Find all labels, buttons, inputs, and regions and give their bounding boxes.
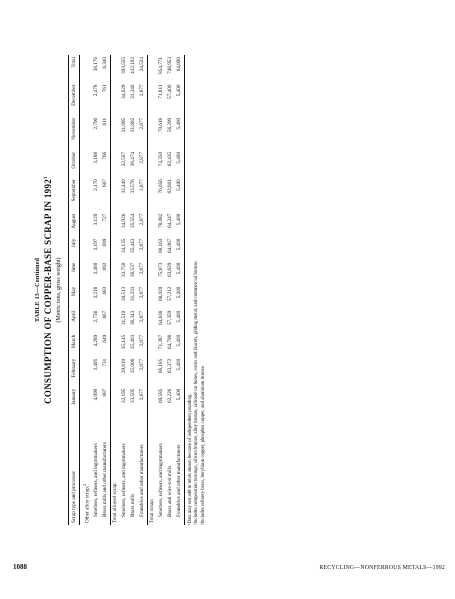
table-footnotes	[188, 55, 207, 525]
table-cell: 2,877	[139, 151, 146, 164]
table-cell: 32,507	[121, 151, 128, 167]
table-cell: 2,736	[93, 310, 100, 323]
table-body	[80, 55, 185, 525]
table-cell: 35,554	[130, 213, 137, 228]
table-cell: 66,185	[158, 358, 165, 374]
table-cell: 854,771	[158, 57, 165, 74]
table-cell: 69,585	[158, 388, 165, 403]
column-header: April	[69, 309, 80, 333]
table-cell: 71,811	[158, 84, 165, 99]
table-cell: 5,400	[175, 237, 185, 261]
table-cell	[80, 55, 92, 83]
table-cell: 76,056	[158, 179, 165, 194]
table-cell: 5,400	[175, 150, 185, 177]
column-header: May	[69, 285, 80, 309]
table-cell: 78,082	[158, 213, 165, 228]
table-cell	[110, 333, 120, 357]
table-title: CONSUMPTION OF COPPER-BASE SCRAP IN 1992$^1$	[42, 176, 53, 404]
table-cell: 62,226	[167, 388, 174, 403]
table-cell	[147, 150, 157, 177]
column-header: August	[69, 212, 80, 237]
table-cell: 34,629	[121, 84, 128, 99]
table-cell	[147, 357, 157, 387]
table-cell: 748,953	[167, 57, 174, 74]
row-label: Foundries and other manufacturers	[175, 413, 185, 525]
scrap-consumption-table	[68, 55, 185, 525]
table-cell	[147, 116, 157, 150]
table-cell	[147, 285, 157, 309]
table-cell	[110, 55, 120, 83]
title-footnote-mark: 1	[43, 176, 49, 179]
column-header: September	[69, 177, 80, 211]
table-cell: 63,829	[167, 262, 174, 277]
table-cell: 8,340	[102, 57, 109, 69]
rotated-table-block	[35, 55, 375, 525]
table-cell	[80, 333, 92, 357]
table-cell: 667	[102, 310, 109, 319]
running-title: RECYCLING—NONFERROUS METALS—1992	[319, 565, 445, 571]
row-label: Total alloyed scrap:	[110, 413, 120, 525]
table-cell: 36,537	[130, 262, 137, 277]
table-cell: 31,510	[121, 310, 128, 326]
table-number: TABLE 13—Continued	[35, 258, 41, 323]
table-cell: 687	[102, 388, 109, 397]
table-cell: 3,218	[93, 286, 100, 299]
table-row	[157, 55, 166, 525]
table-cell: 33,576	[130, 179, 137, 194]
table-cell: 2,877	[139, 334, 146, 347]
table-cell: 56,299	[167, 117, 174, 133]
table-cell: 611	[102, 117, 109, 126]
table-cell: 2,877	[139, 84, 146, 97]
table-cell: 34,135	[121, 238, 128, 253]
table-cell: 5,400	[175, 309, 185, 333]
table-cell: 699	[102, 238, 109, 247]
table-cell	[147, 261, 157, 285]
table-cell: 2,877	[139, 179, 146, 191]
table-cell: 5,400	[175, 357, 185, 387]
table-cell	[147, 387, 157, 414]
table-cell	[110, 83, 120, 116]
table-cell: 4,099	[93, 388, 100, 401]
table-cell: 5,400	[175, 212, 185, 237]
table-header-row	[69, 55, 80, 525]
table-cell: 33,505	[130, 388, 137, 403]
table-cell	[110, 212, 120, 237]
table-cell: 32,440	[121, 179, 128, 194]
row-label: Total scrap:	[147, 413, 157, 525]
table-cell: 34,926	[121, 213, 128, 228]
row-label: Smelters, refiners, and ingotmakers	[93, 443, 100, 517]
table-cell	[80, 387, 92, 414]
table-cell: 36,474	[130, 151, 137, 167]
row-label: Smelters, refiners, and ingotmakers	[121, 443, 128, 517]
table-cell	[110, 116, 120, 150]
footnote: ³Includes refinery brass, beryllium copper, phosphor copper, and aluminum bronze.	[200, 365, 206, 525]
table-cell: 5,400	[175, 116, 185, 150]
table-cell: 5,400	[175, 83, 185, 116]
table-cell: 64,800	[175, 55, 185, 83]
table-cell	[147, 309, 157, 333]
column-header: February	[69, 357, 80, 387]
table-cell: 71,387	[158, 334, 165, 350]
table-cell: 2,877	[139, 358, 146, 371]
table-cell: 727	[102, 213, 109, 222]
table-cell: 68,163	[158, 238, 165, 253]
column-header: January	[69, 387, 80, 414]
column-header: June	[69, 261, 80, 285]
table-cell: 2,877	[139, 310, 146, 323]
table-cell	[110, 309, 120, 333]
table-cell: 63,372	[167, 358, 174, 374]
table-cell: 667	[102, 179, 109, 187]
table-cell	[110, 177, 120, 211]
table-cell: 5,400	[175, 387, 185, 414]
table-row	[129, 55, 138, 525]
table-cell	[110, 150, 120, 177]
table-cell: 75,873	[158, 262, 165, 277]
row-label: Other alloy scrap:$^2$	[81, 483, 91, 523]
table-cell	[80, 237, 92, 261]
row-label: Foundries and other manufacturers	[139, 444, 146, 517]
row-label: Brass mills	[130, 493, 137, 517]
table-cell: 2,877	[139, 213, 146, 226]
table-cell	[110, 357, 120, 387]
table-cell: 2,877	[139, 388, 146, 401]
table-cell: 64,798	[167, 334, 174, 350]
table-cell: 692	[102, 262, 109, 271]
column-header: July	[69, 237, 80, 261]
table-cell: 57,359	[167, 310, 174, 326]
table-cell: 3,495	[93, 358, 100, 371]
column-header: December	[69, 83, 80, 116]
table-cell	[80, 150, 92, 177]
table-cell: 2,478	[93, 84, 100, 97]
table-row	[138, 55, 148, 525]
column-header: November	[69, 116, 80, 150]
row-label: Smelters, refiners, and ingotmakers	[158, 443, 165, 517]
column-header-scrap-type: Scrap type and processor	[69, 413, 80, 525]
table-row	[147, 55, 157, 525]
table-cell: 62,435	[167, 151, 174, 167]
table-cell: 34,524	[139, 57, 146, 72]
table-cell: 36,343	[130, 310, 137, 326]
table-cell	[147, 212, 157, 237]
table-cell: 5,400	[175, 261, 185, 285]
table-cell	[80, 285, 92, 309]
table-cell: 57,212	[167, 286, 174, 301]
table-cell: 2,877	[139, 262, 146, 275]
table-cell: 766	[102, 151, 109, 160]
table-cell: 2,877	[139, 238, 146, 251]
row-footnote-mark: 2	[81, 483, 87, 486]
table-heading	[35, 55, 63, 525]
table-cell: 57,400	[167, 84, 174, 99]
table-cell: 4,289	[93, 334, 100, 347]
table-cell: 3,197	[93, 238, 100, 251]
table-unit: (Metric tons, gross weight)	[56, 257, 63, 323]
table-cell	[80, 177, 92, 211]
table-cell: 31,995	[121, 117, 128, 133]
table-cell	[110, 387, 120, 414]
table-cell: 412,102	[130, 57, 137, 74]
table-cell: 30,513	[121, 286, 128, 301]
table-cell	[147, 177, 157, 211]
table-cell: 32,195	[121, 388, 128, 403]
table-cell: 5,400	[175, 333, 185, 357]
table-cell: 3,188	[93, 151, 100, 164]
table-cell: 3,120	[93, 213, 100, 226]
table-row	[80, 55, 92, 525]
table-cell: 31,233	[130, 286, 137, 301]
table-cell: 683	[102, 286, 109, 295]
table-cell	[80, 309, 92, 333]
table-cell: 35,145	[121, 334, 128, 350]
table-cell: 2,706	[93, 117, 100, 130]
table-cell: 35,443	[130, 238, 137, 253]
table-cell: 31,346	[130, 84, 137, 99]
table-cell: 2,170	[93, 179, 100, 191]
table-cell	[80, 116, 92, 150]
table-cell	[147, 83, 157, 116]
table-cell: 5,400	[175, 177, 185, 211]
table-cell: 2,877	[139, 117, 146, 130]
table-cell	[80, 261, 92, 285]
table-cell	[110, 285, 120, 309]
table-cell: 63,801	[167, 179, 174, 194]
table-cell: 70,618	[158, 117, 165, 133]
table-cell	[80, 212, 92, 237]
table-cell	[80, 357, 92, 387]
column-header: Total	[69, 55, 80, 83]
row-label: Brass mills and other manufacturers	[102, 442, 109, 517]
table-row	[92, 55, 101, 525]
table-cell	[110, 237, 120, 261]
table-cell	[147, 333, 157, 357]
table-cell: 2,877	[139, 286, 146, 299]
column-header: October	[69, 150, 80, 177]
table-cell: 731	[102, 358, 109, 367]
table-cell: 761	[102, 84, 109, 93]
table-cell	[147, 55, 157, 83]
table-cell: 38,176	[93, 57, 100, 72]
table-cell: 29,810	[121, 358, 128, 374]
table-cell: 64,067	[167, 238, 174, 253]
table-row	[101, 55, 111, 525]
table-cell: 33,750	[121, 262, 128, 277]
table-cell: 74,350	[158, 151, 165, 167]
table-cell: 3,480	[93, 262, 100, 275]
table-row	[110, 55, 120, 525]
table-cell: 649	[102, 334, 109, 343]
table-cell: 68,020	[158, 286, 165, 301]
table-row	[120, 55, 129, 525]
footnote: ¹Data may not add to totals shown because of independent rounding.	[187, 393, 193, 525]
table-cell: 393,555	[121, 57, 128, 74]
row-label: Brass and wire-rod mills	[167, 465, 174, 517]
footnote: ²Includes composition turnings, silicon bronze, alloy bronze, railroad car boxes, cocks and faucets, gilding metal, and commercial bronze.	[194, 260, 200, 525]
table-row	[166, 55, 175, 525]
table-row	[175, 55, 185, 525]
page-number: 1088	[13, 563, 27, 571]
table-cell	[147, 237, 157, 261]
column-header: March	[69, 333, 80, 357]
table-cell: 64,247	[167, 213, 174, 228]
table-cell	[80, 83, 92, 116]
table-cell: 31,682	[130, 117, 137, 133]
table-cell: 5,400	[175, 285, 185, 309]
table-cell: 35,403	[130, 334, 137, 350]
table-cell: 35,006	[130, 358, 137, 374]
table-cell	[110, 261, 120, 285]
table-cell: 64,638	[158, 310, 165, 326]
